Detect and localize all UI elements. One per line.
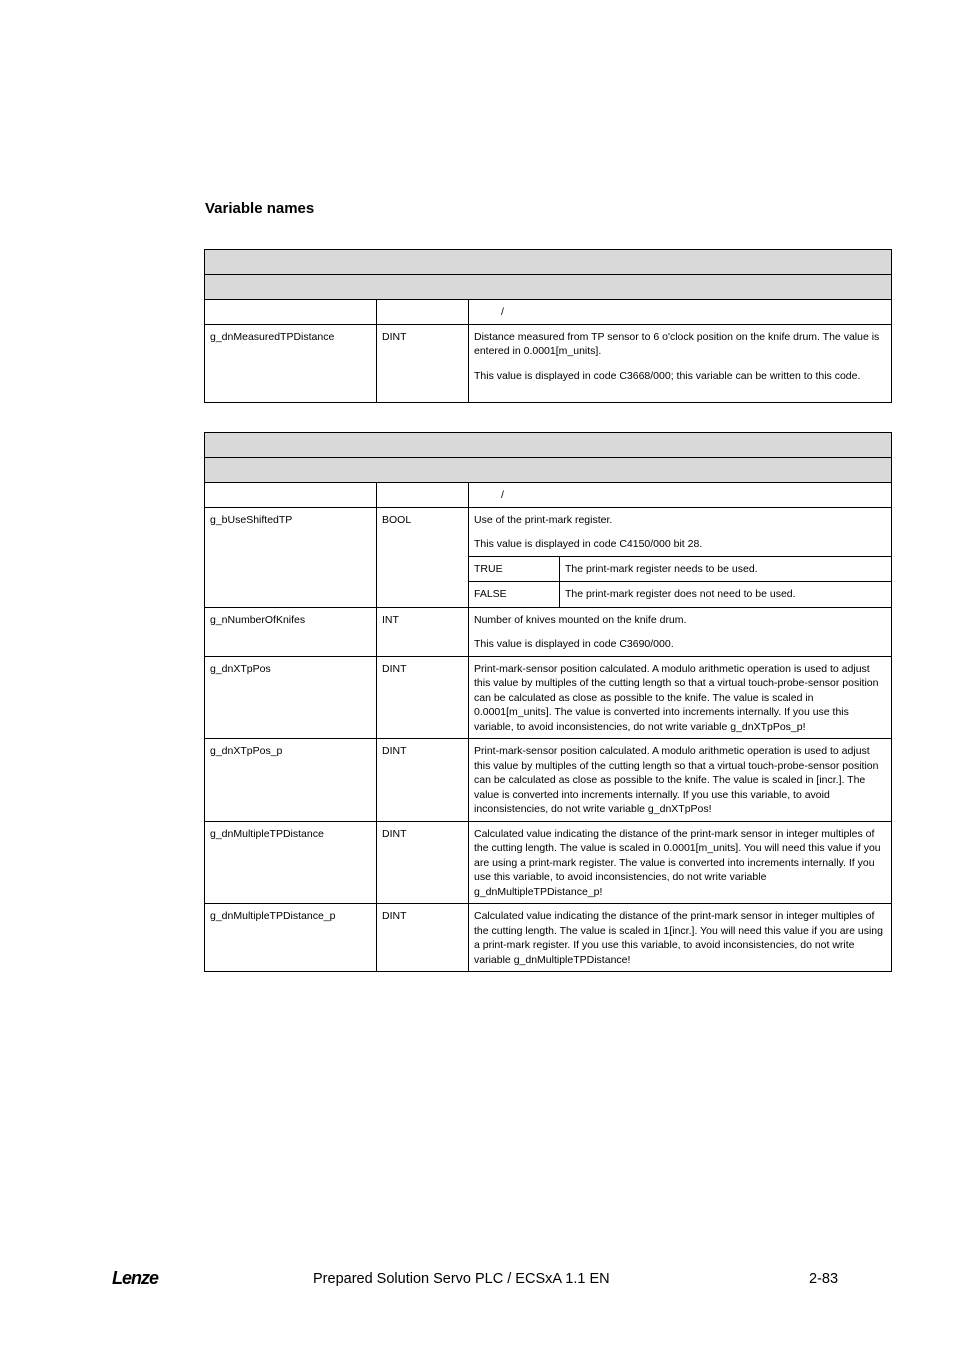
meaning-cell: The print-mark register does not need to be used.: [560, 582, 892, 607]
variable-type: BOOL: [377, 507, 469, 607]
variable-description: Use of the print-mark register. This value is displayed in code C4150/000 bit 28. TRUE The print-mark register needs to be used. FALSE The print-mark register does not need to be used.: [469, 507, 892, 607]
table-row: [205, 324, 892, 402]
header-cell: [377, 483, 469, 508]
variable-type: DINT: [377, 656, 469, 739]
header-separator: /: [501, 489, 504, 501]
table-row: [205, 607, 892, 656]
variable-table-2: [204, 432, 892, 972]
variable-type: DINT: [377, 739, 469, 822]
variable-name: g_dnMultipleTPDistance_p: [205, 904, 377, 972]
table-band: [205, 275, 892, 300]
value-row: [469, 582, 891, 607]
table-row: [205, 656, 892, 739]
variable-type: INT: [377, 607, 469, 656]
variable-name: g_dnXTpPos_p: [205, 739, 377, 822]
variable-description: Calculated value indicating the distance of the print-mark sensor in integer multiples of the cutting length. The value is scaled in 1[incr.]. You will need this value if you are using a print-mark register. If you use this variable, to avoid inconsistencies, do not write variable g_dnMultipleTPDistance!: [469, 904, 892, 972]
table-row: [205, 904, 892, 972]
section-title: Variable names: [205, 200, 315, 217]
lenze-logo: Lenze: [112, 1268, 159, 1288]
table-band: [205, 458, 892, 483]
variable-description: Calculated value indicating the distance of the print-mark sensor in integer multiples of the cutting length. The value is scaled in 0.0001[m_units]. You will need this value if you are using a print-mark register. The value is converted into increments internally. If you use this variable, to avoid inconsistencies, do not write variable g_dnMultipleTPDistance_p!: [469, 821, 892, 904]
header-cell: [205, 483, 377, 508]
page-number: 2-83: [809, 1271, 839, 1287]
header-cell: [469, 483, 892, 508]
variable-type: DINT: [377, 904, 469, 972]
header-separator: /: [501, 306, 504, 318]
variable-name: g_nNumberOfKnifes: [205, 607, 377, 656]
header-cell: [469, 300, 892, 325]
header-cell: [205, 300, 377, 325]
table-band: [205, 250, 892, 275]
table-row: [205, 507, 892, 607]
variable-description: Print-mark-sensor position calculated. A modulo arithmetic operation is used to adjust this value by multiples of the cutting length so that a virtual touch-probe-sensor position can be calculated as close as possible to the knife. The value is scaled in [incr.]. The value is converted into increments internally. If you use this variable, to avoid inconsistencies, do not write variable g_dnXTpPos!: [469, 739, 892, 822]
variable-name: g_dnMeasuredTPDistance: [205, 324, 377, 402]
variable-description: Distance measured from TP sensor to 6 o'clock position on the knife drum. The value is entered in 0.0001[m_units]. This value is displayed in code C3668/000; this variable can be written to this code.: [469, 324, 892, 402]
variable-name: g_bUseShiftedTP: [205, 507, 377, 607]
page-footer: [0, 1268, 954, 1292]
header-cell: [377, 300, 469, 325]
table-band: [205, 433, 892, 458]
value-row: [469, 557, 891, 582]
table-row: [205, 739, 892, 822]
meaning-cell: The print-mark register needs to be used.: [565, 562, 758, 575]
variable-type: DINT: [377, 324, 469, 402]
variable-description: Print-mark-sensor position calculated. A modulo arithmetic operation is used to adjust this value by multiples of the cutting length so that a virtual touch-probe-sensor position can be calculated as close as possible to the knife. The value is scaled in 0.0001[m_units]. The value is converted into increments internally. If you use this variable, to avoid inconsistencies, do not write variable g_dnXTpPos_p!: [469, 656, 892, 739]
variable-name: g_dnXTpPos: [205, 656, 377, 739]
table-row: [205, 821, 892, 904]
value-cell: TRUE: [469, 557, 560, 582]
variable-description: Number of knives mounted on the knife drum. This value is displayed in code C3690/000.: [469, 607, 892, 656]
variable-type: DINT: [377, 821, 469, 904]
variable-name: g_dnMultipleTPDistance: [205, 821, 377, 904]
variable-table-1: [204, 249, 892, 403]
value-cell: FALSE: [469, 582, 560, 607]
document-title: Prepared Solution Servo PLC / ECSxA 1.1 EN: [313, 1271, 610, 1287]
value-table: [469, 557, 891, 607]
